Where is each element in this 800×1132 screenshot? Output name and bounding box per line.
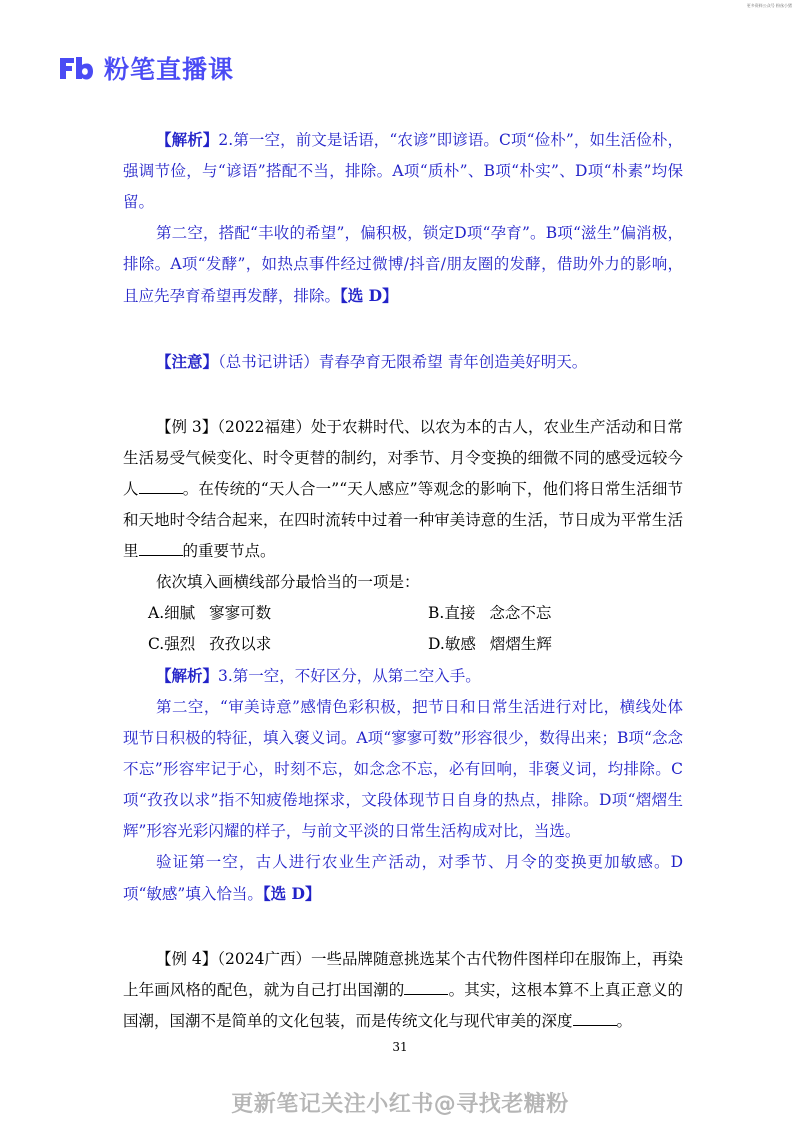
example-3-label: 【例 3】	[156, 418, 218, 436]
analysis-2-text-2: 第二空，搭配“丰收的希望”，偏积极，锁定D项“孕育”。B项“滋生”偏消极，排除。A项“发酵”，如热点事件经过微博/抖音/朋友圈的发酵，借助外力的影响，且应先孕育希望再发酵，排除。	[123, 224, 683, 305]
analysis-3-text-1: 3.第一空，不好区分，从第二空入手。	[218, 667, 481, 685]
option-word-1: 强烈	[164, 635, 196, 653]
note-text: （总书记讲话）青春孕育无限希望 青年创造美好明天。	[218, 353, 588, 371]
option-word-2: 念念不忘	[489, 604, 552, 622]
analysis-2-para-1	[123, 124, 683, 218]
note-para	[123, 346, 683, 378]
options-grid	[123, 598, 683, 660]
option-word-2: 寥寥可数	[209, 604, 272, 622]
example-4-stem	[123, 944, 683, 1037]
fenbi-logo-icon	[58, 55, 94, 81]
option-d[interactable]	[403, 629, 683, 660]
option-word-2: 孜孜以求	[209, 635, 272, 653]
blank-4	[573, 1007, 617, 1026]
example-3-question: 依次填入画横线部分最恰当的一项是：	[156, 573, 420, 591]
example-3-text-a: （2022福建）处于农耕时代、以农为本的古人，农业生产活动和日常生活易受气候变化、时令更替的制约，对季节、月令变换的细微不同的感受远较今人	[123, 418, 683, 498]
option-word-2: 熠熠生辉	[489, 635, 552, 653]
option-a[interactable]	[123, 598, 403, 629]
option-word-1: 直接	[444, 604, 476, 622]
analysis-3-para-3	[123, 847, 683, 910]
option-key: C.	[148, 635, 165, 653]
option-key: B.	[428, 604, 445, 622]
analysis-label: 【解析】	[156, 666, 219, 685]
option-b[interactable]	[403, 598, 683, 629]
blank-3	[404, 976, 448, 995]
blank-2	[139, 537, 183, 556]
footer-watermark: 更新笔记关注小红书@寻找老糖粉	[231, 1092, 569, 1117]
example-4-label: 【例 4】	[156, 950, 218, 968]
page-number: 31	[392, 1040, 408, 1054]
answer-tag: 【选 D】	[262, 884, 321, 903]
brand-name: 粉笔直播课	[104, 55, 235, 84]
analysis-2-para-2	[123, 218, 683, 312]
option-word-1: 细腻	[164, 604, 196, 622]
blank-1	[139, 475, 183, 494]
analysis-3-text-3: 验证第一空，古人进行农业生产活动，对季节、月令的变换更加敏感。D项“敏感”填入恰当。	[123, 853, 683, 903]
option-key: A.	[148, 604, 165, 622]
example-4-text-c: 。	[616, 1012, 633, 1030]
example-4-text-a: （2024广西）一些品牌随意挑选某个古代物件图样印在服饰上，再染上年画风格的配色，就为自己打出国潮的	[123, 950, 683, 999]
example-3-stem	[123, 412, 683, 567]
note-label: 【注意】	[156, 352, 219, 371]
example-4-text-b: 。其实，这根本算不上真正意义的国潮，国潮不是简单的文化包装，而是传统文化与现代审美的深度	[123, 981, 683, 1030]
analysis-label: 【解析】	[156, 130, 219, 149]
option-word-1: 敏感	[444, 635, 476, 653]
option-key: D.	[428, 635, 445, 653]
page-content	[123, 124, 683, 1037]
example-3-text-c: 的重要节点。	[182, 542, 276, 560]
analysis-3-para-1	[123, 660, 683, 692]
example-3-text-b: 。在传统的“天人合一”“天人感应”等观念的影响下，他们将日常生活细节和天地时令结合起来，在四时流转中过着一种审美诗意的生活，节日成为平常生活里	[123, 480, 683, 560]
analysis-3-para-2: 第二空，“审美诗意”感情色彩积极，把节日和日常生活进行对比，横线处体现节日积极的特征，填入褒义词。A项“寥寥可数”形容很少，数得出来；B项“念念不忘”形容牢记于心，时刻不忘，如念念不忘，必有回响，非褒义词，均排除。C项“孜孜以求”指不知疲倦地探求，文段体现节日自身的热点，排除。D项“熠熠生辉”形容光彩闪耀的样子，与前文平淡的日常生活构成对比，当选。	[123, 698, 683, 840]
option-c[interactable]	[123, 629, 403, 660]
brand-logo	[58, 50, 234, 86]
answer-tag: 【选 D】	[340, 286, 398, 305]
analysis-2-text: 2.第一空，前文是话语，“农谚”即谚语。C项“俭朴”，如生活俭朴，强调节俭，与“谚语”搭配不当，排除。A项“质朴”、B项“朴实”、D项“朴素”均保留。	[123, 131, 683, 211]
top-note: 更多资料公众号 粉丝小猪	[746, 3, 792, 8]
